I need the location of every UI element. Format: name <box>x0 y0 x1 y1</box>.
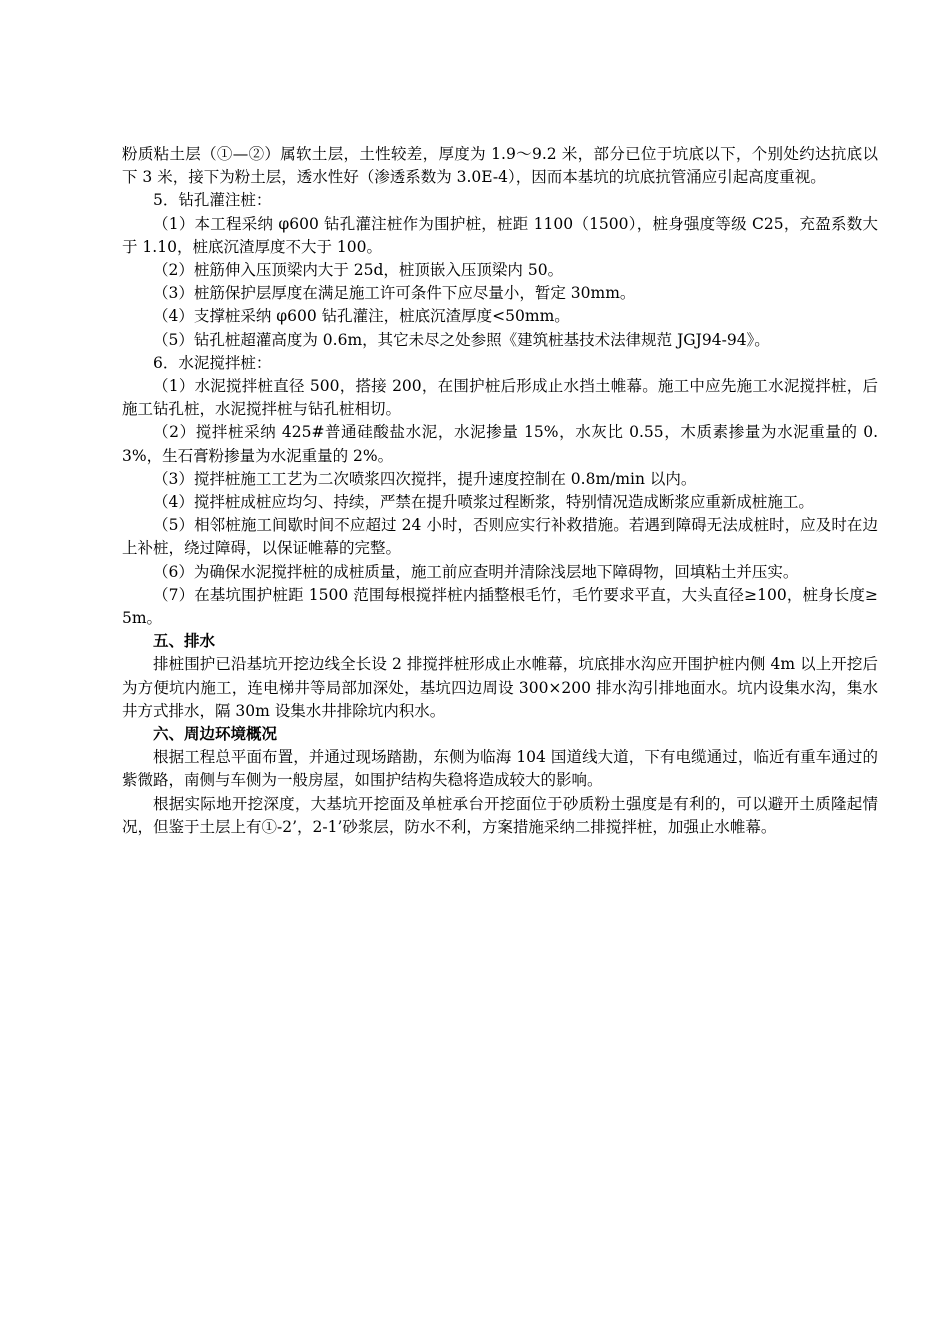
bored-pile-item-4: （4）支撑桩采纳 φ600 钻孔灌注，桩底沉渣厚度<50mm。 <box>153 307 570 326</box>
document-page <box>122 143 878 839</box>
mixing-pile-item-7: （7）在基坑围护桩距 1500 范围每根搅拌桩内插整根毛竹，毛竹要求平直，大头直径≥100，桩身长度≥5m。 <box>122 585 878 628</box>
mixing-pile-item-4: （4）搅拌桩成桩应均匀、持续，严禁在提升喷浆过程断浆，特别情况造成断浆应重新成桩施工。 <box>153 493 814 512</box>
mixing-pile-item-2: （2）搅拌桩采纳 425#普通硅酸盐水泥，水泥掺量 15%，水灰比 0.55，木质素掺量为水泥重量的 0.3%，生石膏粉掺量为水泥重量的 2%。 <box>122 423 878 465</box>
paragraph-surroundings-2: 根据实际地开挖深度，大基坑开挖面及单桩承台开挖面位于砂质粉土强度是有利的，可以避开土质隆起情况，但鉴于土层上有①-2’，2-1’砂浆层，防水不利，方案措施采纳二排搅拌桩，加强止水帷幕。 <box>122 794 878 836</box>
paragraph-soil-layer: 粉质粘土层（①—②）属软土层，土性较差，厚度为 1.9～9.2 米，部分已位于坑底以下，个别处约达抗底以下 3 米，接下为粉土层，透水性好（渗透系数为 3.0E-4），因而本基坑的坑底抗管涌应引起高度重视。 <box>122 145 878 187</box>
paragraph-drainage: 排桩围护已沿基坑开挖边线全长设 2 排搅拌桩形成止水帷幕，坑底排水沟应开围护桩内侧 4m 以上开挖后为方便坑内施工，连电梯井等局部加深处，基坑四边周设 300×200 排水沟引排地面水。坑内设集水沟，集水井方式排水，隔 30m 设集水井排除坑内积水。 <box>122 655 878 720</box>
heading-drainage: 五、排水 <box>153 632 216 651</box>
section-mixing-pile-title: 6．水泥搅拌桩： <box>153 353 272 372</box>
heading-surroundings: 六、周边环境概况 <box>153 725 278 744</box>
bored-pile-item-3: （3）桩筋保护层厚度在满足施工许可条件下应尽量小，暂定 30mm。 <box>153 284 636 303</box>
paragraph-surroundings-1: 根据工程总平面布置，并通过现场踏勘，东侧为临海 104 国道线大道，下有电缆通过，临近有重车通过的紫微路，南侧与车侧为一般房屋，如围护结构失稳将造成较大的影响。 <box>122 748 878 790</box>
mixing-pile-item-3: （3）搅拌桩施工工艺为二次喷浆四次搅拌，提升速度控制在 0.8m/min 以内。 <box>153 469 697 488</box>
bored-pile-item-5: （5）钻孔桩超灌高度为 0.6m，其它未尽之处参照《建筑桩基技术法律规范 JGJ94-94》。 <box>153 330 770 349</box>
mixing-pile-item-5: （5）相邻桩施工间歇时间不应超过 24 小时，否则应实行补救措施。若遇到障碍无法成桩时，应及时在边上补桩，绕过障碍，以保证帷幕的完整。 <box>122 516 878 558</box>
bored-pile-item-1: （1）本工程采纳 φ600 钻孔灌注桩作为围护桩，桩距 1100（1500），桩身强度等级 C25，充盈系数大于 1.10，桩底沉渣厚度不大于 100。 <box>122 214 878 256</box>
mixing-pile-item-6: （6）为确保水泥搅拌桩的成桩质量，施工前应查明并清除浅层地下障碍物，回填粘土并压实。 <box>153 562 799 581</box>
section-bored-pile-title: 5．钻孔灌注桩： <box>153 191 272 210</box>
bored-pile-item-2: （2）桩筋伸入压顶梁内大于 25d，桩顶嵌入压顶梁内 50。 <box>153 261 564 280</box>
mixing-pile-item-1: （1）水泥搅拌桩直径 500，搭接 200，在围护桩后形成止水挡土帷幕。施工中应先施工水泥搅拌桩，后施工钻孔桩，水泥搅拌桩与钻孔桩相切。 <box>122 377 878 419</box>
